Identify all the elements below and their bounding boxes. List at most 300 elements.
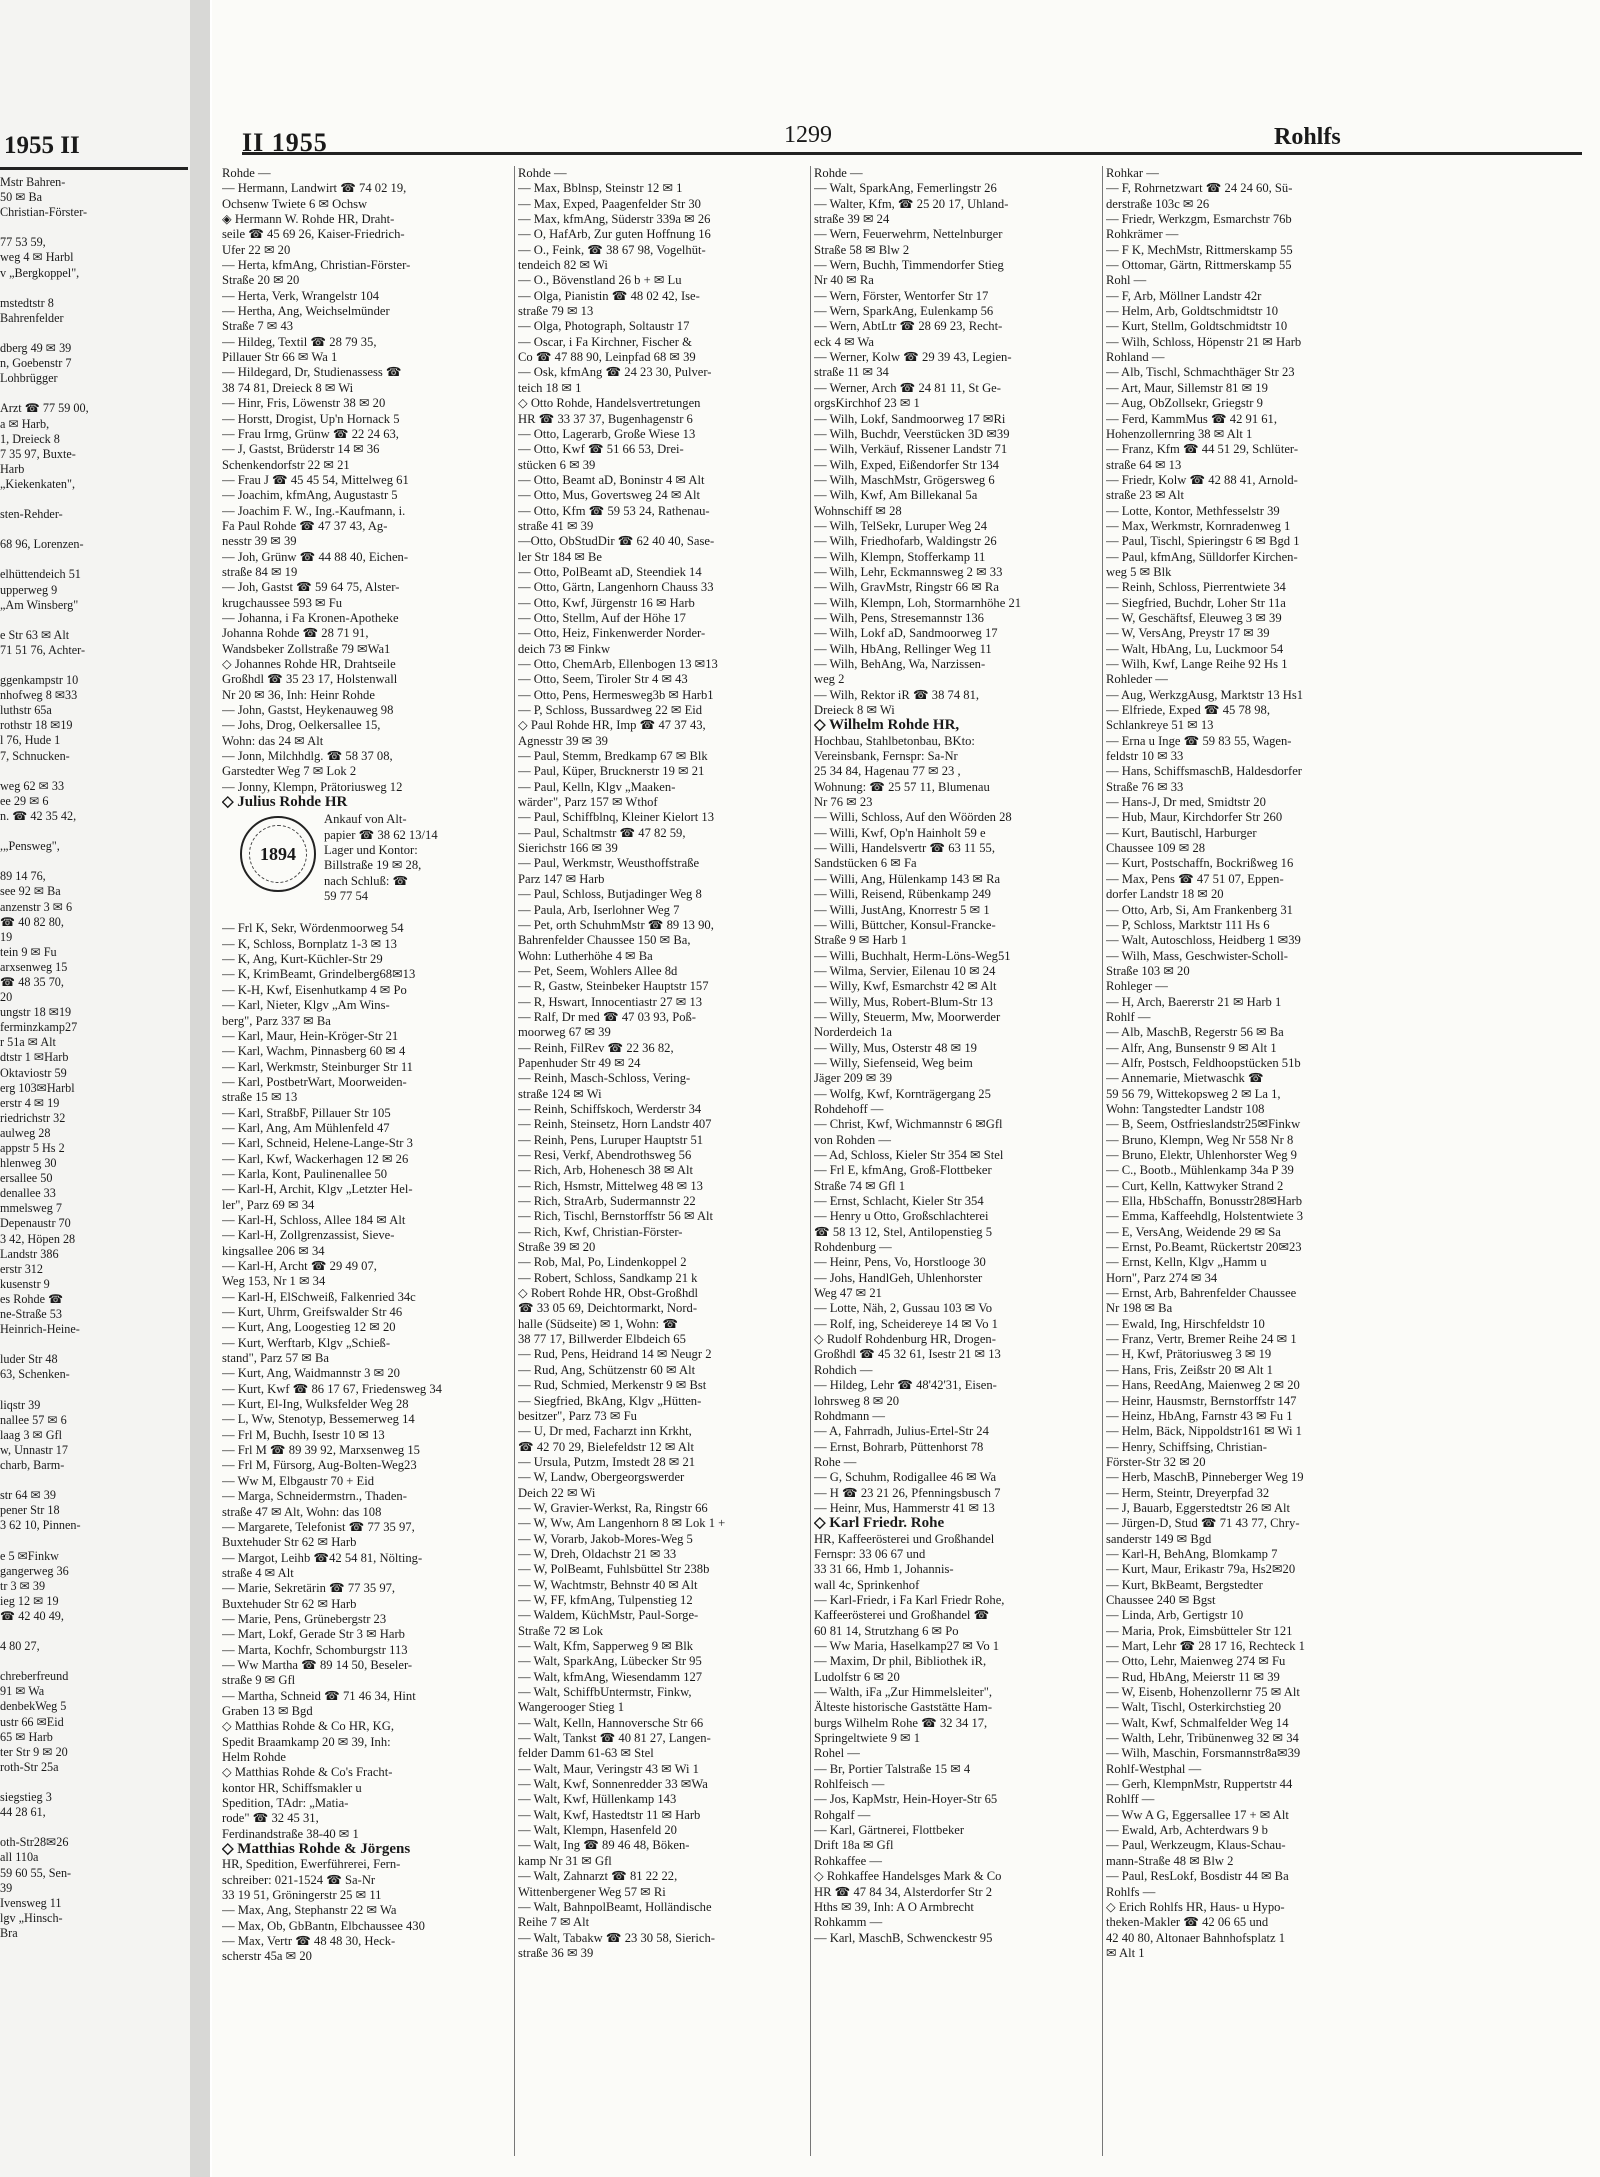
- directory-entry-line: — Werner, Arch ☎ 24 81 11, St Ge-: [814, 380, 1001, 395]
- previous-page-line: hlenweg 30: [0, 1156, 57, 1171]
- previous-page-line: oth-Str28✉26: [0, 1835, 69, 1850]
- directory-entry-line: — K-H, Kwf, Eisenhutkamp 4 ✉ Po: [222, 982, 407, 997]
- directory-entry-line: — Marie, Pens, Grünebergstr 23: [222, 1611, 387, 1626]
- directory-entry-line: — Rich, Hsmstr, Mittelweg 48 ✉ 13: [518, 1178, 703, 1193]
- previous-page-line: Landstr 386: [0, 1246, 59, 1261]
- directory-entry-line: — Jürgen-D, Stud ☎ 71 43 77, Chry-: [1106, 1516, 1300, 1531]
- directory-entry-line: — Lotte, Kontor, Methfesselstr 39: [1106, 503, 1280, 518]
- directory-entry-line: — Paul, Stemm, Bredkamp 67 ✉ Blk: [518, 749, 708, 764]
- previous-page-line: Oktaviostr 59: [0, 1065, 67, 1080]
- previous-page-line: ieg 12 ✉ 19: [0, 1593, 59, 1608]
- directory-entry-line: — Franz, Vertr, Bremer Reihe 24 ✉ 1: [1106, 1332, 1297, 1347]
- directory-page: [212, 0, 1600, 2177]
- directory-entry-line: — Karl, MaschB, Schwenckestr 95: [814, 1930, 993, 1945]
- directory-entry-line: — Karl-Friedr, i Fa Karl Friedr Rohe,: [814, 1592, 1005, 1607]
- directory-entry-line: — Willi, Handelsvertr ☎ 63 11 55,: [814, 841, 995, 856]
- surname-heading: Rohkamm —: [814, 1915, 883, 1930]
- directory-entry-line: — Otto, Heiz, Finkenwerder Norder-: [518, 626, 706, 641]
- directory-entry-line: — W, PolBeamt, Fuhlsbüttel Str 238b: [518, 1562, 710, 1577]
- directory-entry-line: straße 4 ✉ Alt: [222, 1565, 294, 1580]
- directory-entry-line: 60 81 14, Strutzhang 6 ✉ Po: [814, 1623, 959, 1638]
- previous-page-line: Arzt ☎ 77 59 00,: [0, 401, 89, 416]
- column-divider: [810, 166, 811, 2156]
- directory-entry-line: — John, Gastst, Heykenauweg 98: [222, 703, 394, 718]
- directory-entry-line: Straße 103 ✉ 20: [1106, 963, 1190, 978]
- surname-heading: Rohde —: [814, 166, 863, 180]
- previous-page-line: [0, 1820, 186, 1835]
- surname-heading: Rohel —: [814, 1746, 860, 1761]
- directory-entry-line: — Gerh, KlempnMstr, Ruppertstr 44: [1106, 1777, 1293, 1792]
- directory-entry-line: — L, Ww, Stenotyp, Bessemerweg 14: [222, 1412, 415, 1427]
- directory-entry-line: ler Str 184 ✉ Be: [518, 549, 603, 564]
- directory-entry-line: — Ernst, Bohrarb, Püttenhorst 78: [814, 1439, 984, 1454]
- previous-page-line: Heinrich-Heine-: [0, 1322, 80, 1337]
- directory-entry-line: — Otto, Kwf, Jürgenstr 16 ✉ Harb: [518, 595, 695, 610]
- directory-entry-line: Straße 76 ✉ 33: [1106, 779, 1184, 794]
- previous-page-line: aulweg 28: [0, 1125, 51, 1140]
- directory-entry-line: — Olga, Photograph, Soltaustr 17: [518, 319, 690, 334]
- directory-entry-line: — Wilh, Exped, Eißendorfer Str 134: [814, 457, 999, 472]
- previous-page-line: 1, Dreieck 8: [0, 431, 60, 446]
- directory-entry-line: — Alfr, Postsch, Feldhoopstücken 51b: [1106, 1055, 1301, 1070]
- directory-entry-line: — Otto, Beamt aD, Boninstr 4 ✉ Alt: [518, 472, 705, 487]
- directory-entry-line: Buxtehuder Str 62 ✉ Harb: [222, 1535, 357, 1550]
- directory-entry-line: sanderstr 149 ✉ Bgd: [1106, 1531, 1212, 1546]
- directory-entry-line: Großhdl ☎ 45 32 61, Isestr 21 ✉ 13: [814, 1347, 1001, 1362]
- directory-entry-line: — Frl K, Sekr, Wördenmoorweg 54: [222, 921, 404, 936]
- directory-entry-line: — Karl, Schneid, Helene-Lange-Str 3: [222, 1136, 413, 1151]
- directory-entry-line: felder Damm 61-63 ✉ Stel: [518, 1746, 654, 1761]
- directory-entry-line: — Wern, Buchh, Timmendorfer Stieg: [814, 258, 1004, 273]
- directory-entry-line: — H ☎ 23 21 26, Pfenningsbusch 7: [814, 1485, 1001, 1500]
- directory-column-2: [518, 166, 808, 2156]
- directory-entry-line: — W, Wachtmstr, Behnstr 40 ✉ Alt: [518, 1577, 698, 1592]
- directory-entry-line: — Lotte, Näh, 2, Gussau 103 ✉ Vo: [814, 1301, 992, 1316]
- directory-entry-line: — Aug, WerkzgAusg, Marktstr 13 Hs1: [1106, 687, 1304, 702]
- directory-entry-line: — Kurt, Bautischl, Harburger: [1106, 825, 1257, 840]
- previous-page-line: ungstr 18 ✉19: [0, 1005, 72, 1020]
- directory-entry-line: — B, Seem, Ostfrieslandstr25✉Finkw: [1106, 1117, 1301, 1132]
- directory-entry-line: 38 77 17, Billwerder Elbdeich 65: [518, 1332, 686, 1347]
- page-number: 1299: [784, 122, 832, 148]
- directory-entry-line: — Kurt, Ang, Loogestieg 12 ✉ 20: [222, 1320, 396, 1335]
- directory-entry-line: — Wilh, TelSekr, Luruper Weg 24: [814, 518, 988, 533]
- directory-entry-line: Fa Paul Rohde ☎ 47 37 43, Ag-: [222, 518, 388, 533]
- directory-entry-line: weg 5 ✉ Blk: [1106, 564, 1172, 579]
- previous-page-line: weg 62 ✉ 33: [0, 778, 65, 793]
- previous-page-line: [0, 613, 186, 628]
- directory-entry-line: — Walter, Kfm, ☎ 25 20 17, Uhland-: [814, 196, 1009, 211]
- directory-entry-line: — Walt, kfmAng, Wiesendamm 127: [518, 1669, 703, 1684]
- directory-entry-line: deich 73 ✉ Finkw: [518, 641, 611, 656]
- directory-entry-line: — Annemarie, Mietwaschk ☎: [1106, 1071, 1264, 1086]
- directory-entry-line: Weg 153, Nr 1 ✉ 34: [222, 1274, 326, 1289]
- previous-page-line: v „Bergkoppel",: [0, 265, 80, 280]
- directory-entry-line: Drift 18a ✉ Gfl: [814, 1838, 894, 1853]
- directory-entry-line: straße 15 ✉ 13: [222, 1090, 298, 1105]
- directory-entry-line: — Walt, SchiffbUntermstr, Finkw,: [518, 1685, 692, 1700]
- previous-page-line: dberg 49 ✉ 39: [0, 341, 72, 356]
- directory-entry-line: — Kurt, Maur, Erikastr 79a, Hs2✉20: [1106, 1562, 1296, 1577]
- previous-page-line: nhofweg 8 ✉33: [0, 688, 78, 703]
- directory-entry-line: — Friedr, Kolw ☎ 42 88 41, Arnold-: [1106, 472, 1298, 487]
- directory-entry-line: — Frau J ☎ 45 45 54, Mittelweg 61: [222, 472, 409, 487]
- previous-page-line: e 5 ✉Finkw: [0, 1548, 59, 1563]
- previous-page-line: ferminzkamp27: [0, 1020, 78, 1035]
- directory-entry-line: — Karl, Nieter, Klgv „Am Wins-: [222, 998, 390, 1013]
- directory-entry-line: — Paul, kfmAng, Sülldorfer Kirchen-: [1106, 549, 1298, 564]
- directory-entry-line: Helm Rohde: [222, 1750, 287, 1764]
- directory-entry-line: — Rob, Mal, Po, Lindenkoppel 2: [518, 1255, 687, 1270]
- directory-entry-line: Dreieck 8 ✉ Wi: [814, 703, 895, 718]
- directory-entry-line: — Otto, Stellm, Auf der Höhe 17: [518, 610, 686, 625]
- previous-page-line: Lohbrügger: [0, 371, 58, 386]
- directory-entry-line: — Emma, Kaffeehdlg, Holstentwiete 3: [1106, 1209, 1304, 1224]
- directory-entry-line: Hths ✉ 39, Inh: A O Armbrecht: [814, 1899, 974, 1914]
- directory-entry-line: — Walt, SparkAng, Femerlingstr 26: [814, 181, 997, 196]
- directory-entry-line: — Willy, Mus, Osterstr 48 ✉ 19: [814, 1040, 977, 1055]
- previous-page-line: [0, 326, 186, 341]
- previous-page-line: es Rohde ☎: [0, 1291, 64, 1306]
- directory-entry-line: Wohn: Tangstedter Landstr 108: [1106, 1101, 1265, 1116]
- column-divider: [514, 166, 515, 2156]
- directory-entry-line: — Mart, Lehr ☎ 28 17 16, Rechteck 1: [1106, 1639, 1305, 1653]
- directory-entry-line: — Otto, Kfm ☎ 59 53 24, Rathenau-: [518, 503, 710, 518]
- previous-page-line: Bahrenfelder: [0, 310, 64, 325]
- directory-entry-line: — Margot, Leihb ☎42 54 81, Nölting-: [222, 1550, 423, 1565]
- directory-entry-line: — Max, Werkmstr, Kornradenweg 1: [1106, 518, 1291, 533]
- directory-entry-line: — Frau Irmg, Grünw ☎ 22 24 63,: [222, 426, 399, 441]
- page-header-left: II 1955: [242, 128, 328, 157]
- directory-entry-line: straße 79 ✉ 13: [518, 304, 594, 319]
- directory-entry-line: theken-Makler ☎ 42 06 65 und: [1106, 1915, 1269, 1930]
- previous-page-line: ☎ 40 82 80,: [0, 914, 64, 929]
- directory-entry-line: Chaussee 240 ✉ Bgst: [1106, 1592, 1216, 1607]
- directory-entry-line: ◇ Robert Rohde HR, Obst-Großhdl: [518, 1286, 699, 1301]
- directory-entry-line: — Pet, orth SchuhmMstr ☎ 89 13 90,: [518, 917, 714, 932]
- previous-page-line: [0, 1624, 186, 1639]
- directory-entry-line: Straße 9 ✉ Harb 1: [814, 933, 908, 948]
- directory-entry-line: straße 47 ✉ Alt, Wohn: das 108: [222, 1504, 382, 1519]
- directory-entry-line: — Curt, Kelln, Kattwyker Strand 2: [1106, 1178, 1284, 1193]
- previous-page-line: n. ☎ 42 35 42,: [0, 808, 77, 823]
- directory-entry-line: Weg 47 ✉ 21: [814, 1286, 882, 1301]
- directory-entry-line: — Maxim, Dr phil, Bibliothek iR,: [814, 1654, 987, 1669]
- previous-page-line: tr 3 ✉ 39: [0, 1578, 46, 1593]
- directory-column-4: [1106, 166, 1406, 2156]
- directory-entry-line: — R, Hswart, Innocentiastr 27 ✉ 13: [518, 994, 703, 1009]
- surname-heading: Rohde —: [518, 166, 567, 180]
- previous-page-fragment: [0, 0, 190, 2177]
- previous-page-header: 1955 II: [4, 132, 80, 159]
- surname-heading: Rohlf-Westphal —: [1106, 1761, 1202, 1776]
- directory-entry-line: — Max, Ob, GbBantn, Elbchaussee 430: [222, 1918, 425, 1933]
- directory-entry-line: — Walt, Klempn, Hasenfeld 20: [518, 1823, 677, 1838]
- directory-entry-line: ☎ 58 13 12, Stel, Antilopenstieg 5: [814, 1224, 993, 1239]
- directory-entry-line: straße 11 ✉ 34: [814, 365, 889, 380]
- directory-entry-line: ◇ Rohkaffee Handelsges Mark & Co: [814, 1869, 1002, 1884]
- directory-entry-line: — Christ, Kwf, Wichmannstr 6 ✉Gfl: [814, 1117, 1003, 1132]
- directory-entry-line: — Johs, HandlGeh, Uhlenhorster: [814, 1270, 983, 1285]
- directory-entry-line: nesstr 39 ✉ 39: [222, 534, 297, 549]
- directory-entry-line: — Osk, kfmAng ☎ 24 23 30, Pulver-: [518, 365, 712, 380]
- directory-entry-line: — Kurt, Werftarb, Klgv „Schieß-: [222, 1335, 391, 1350]
- directory-entry-line: Pillauer Str 66 ✉ Wa 1: [222, 350, 338, 365]
- directory-entry-line: — Wilh, Lokf aD, Sandmoorweg 17: [814, 626, 998, 641]
- directory-entry-line: — Walt, HbAng, Lu, Luckmoor 54: [1106, 641, 1284, 656]
- directory-entry-line: — Walt, Tankst ☎ 40 81 27, Langen-: [518, 1731, 711, 1746]
- directory-entry-line: — Reinh, FilRev ☎ 22 36 82,: [518, 1040, 674, 1055]
- directory-entry-line: — Kurt, BkBeamt, Bergstedter: [1106, 1577, 1263, 1592]
- directory-entry-line: — Reinh, Steinsetz, Horn Landstr 407: [518, 1117, 712, 1132]
- directory-entry-line: Hochbau, Stahlbetonbau, BKto:: [814, 733, 975, 748]
- directory-entry-line: — Ad, Schloss, Kieler Str 354 ✉ Stel: [814, 1148, 1004, 1162]
- directory-entry-line: — Reinh, Pens, Luruper Hauptstr 51: [518, 1132, 704, 1147]
- directory-entry-line: — Aug, ObZollsekr, Griegstr 9: [1106, 396, 1263, 411]
- directory-entry-line: — Willi, Ang, Hülenkamp 143 ✉ Ra: [814, 871, 1001, 886]
- directory-entry-line: ◇ Johannes Rohde HR, Drahtseile: [222, 657, 396, 671]
- previous-page-line: liqstr 39: [0, 1397, 41, 1412]
- directory-entry-line: Schenkendorfstr 22 ✉ 21: [222, 457, 350, 472]
- directory-entry-line: Sierichstr 166 ✉ 39: [518, 841, 618, 856]
- directory-entry-line: ◇ Paul Rohde HR, Imp ☎ 47 37 43,: [518, 718, 706, 733]
- previous-page-line: n, Goebenstr 7: [0, 356, 72, 371]
- directory-entry-line: — Rich, StraArb, Sudermannstr 22: [518, 1194, 696, 1209]
- directory-entry-line: — Wilh, BehAng, Wa, Narzissen-: [814, 657, 986, 671]
- directory-entry-line: ◇ Rudolf Rohdenburg HR, Drogen-: [814, 1332, 996, 1347]
- directory-entry-line: Straße 72 ✉ Lok: [518, 1623, 604, 1638]
- directory-entry-line: — Ww Martha ☎ 89 14 50, Beseler-: [222, 1657, 413, 1672]
- directory-entry-line: — Bruno, Elektr, Uhlenhorster Weg 9: [1106, 1148, 1297, 1162]
- directory-entry-line: wärder", Parz 157 ✉ Wthof: [518, 795, 658, 810]
- directory-entry-line: — Walt, Tabakw ☎ 23 30 58, Sierich-: [518, 1930, 715, 1945]
- previous-page-line: [0, 522, 186, 537]
- directory-entry-line: — Wilh, Kwf, Lange Reihe 92 Hs 1: [1106, 657, 1288, 671]
- previous-page-line: 7 35 97, Buxte-: [0, 446, 76, 461]
- directory-entry-line: — Erna u Inge ☎ 59 83 55, Wagen-: [1106, 733, 1292, 748]
- directory-entry-line: — Reinh, Schiffskoch, Werderstr 34: [518, 1101, 702, 1116]
- directory-entry-line: — Br, Portier Talstraße 15 ✉ 4: [814, 1761, 971, 1776]
- directory-entry-line: — W, Dreh, Oldachstr 21 ✉ 33: [518, 1546, 677, 1561]
- directory-entry-line: — Wilh, Kwf, Am Billekanal 5a: [814, 488, 978, 503]
- directory-entry-line: — Frl M, Fürsorg, Aug-Bolten-Weg23: [222, 1458, 417, 1473]
- directory-entry-line: — Willi, Buchhalt, Herm-Löns-Weg51: [814, 948, 1011, 963]
- directory-entry-line: — Frl M, Buchh, Isestr 10 ✉ 13: [222, 1427, 385, 1442]
- directory-entry-line: ◇ Matthias Rohde & Co's Fracht-: [222, 1765, 393, 1780]
- directory-entry-line: — H, Kwf, Prätoriusweg 3 ✉ 19: [1106, 1347, 1272, 1362]
- directory-entry-line: Chaussee 109 ✉ 28: [1106, 841, 1206, 856]
- firm-heading: ◇ Wilhelm Rohde HR,: [814, 718, 960, 734]
- previous-page-line: [0, 824, 186, 839]
- directory-entry-line: — Wilh, GravMstr, Ringstr 66 ✉ Ra: [814, 580, 999, 595]
- directory-entry-line: — Ernst, Arb, Bahrenfelder Chaussee: [1106, 1286, 1297, 1301]
- directory-entry-line: Straße 74 ✉ Gfl 1: [814, 1178, 905, 1193]
- directory-entry-line: straße 39 ✉ 24: [814, 212, 890, 227]
- directory-entry-line: — Oscar, i Fa Kirchner, Fischer &: [518, 334, 692, 349]
- previous-page-line: [0, 854, 186, 869]
- directory-entry-line: — Kurt, Postschaffn, Bockrißweg 16: [1106, 856, 1294, 871]
- directory-entry-line: — Helm, Arb, Goldtschmidtstr 10: [1106, 304, 1279, 319]
- directory-entry-line: — Kurt, Ang, Waidmannstr 3 ✉ 20: [222, 1366, 400, 1381]
- directory-entry-line: — Helm, Bäck, Nippoldstr161 ✉ Wi 1: [1106, 1424, 1302, 1439]
- directory-entry-line: — Ernst, Kelln, Klgv „Hamm u: [1106, 1255, 1267, 1270]
- directory-entry-line: krugchaussee 593 ✉ Fu: [222, 595, 343, 610]
- directory-entry-line: — Rolf, ing, Scheidereye 14 ✉ Vo 1: [814, 1316, 998, 1331]
- directory-entry-line: — Henry u Otto, Großschlachterei: [814, 1209, 989, 1224]
- directory-entry-line: — Ursula, Putzm, Imstedt 28 ✉ 21: [518, 1454, 696, 1469]
- directory-entry-line: — Wilh, Pens, Stresemannstr 136: [814, 610, 984, 625]
- directory-entry-line: Jäger 209 ✉ 39: [814, 1071, 893, 1086]
- directory-entry-line: — Ella, HbSchaffn, Bonusstr28✉Harb: [1106, 1194, 1303, 1209]
- directory-entry-line: Straße 7 ✉ 43: [222, 319, 294, 334]
- directory-entry-line: HR ☎ 33 37 37, Bugenhagenstr 6: [518, 411, 693, 426]
- surname-heading: Rohleder —: [1106, 672, 1168, 687]
- surname-heading: Rohkar —: [1106, 166, 1159, 180]
- advertisement-line: nach Schluß: ☎: [324, 873, 409, 888]
- directory-entry-line: — Ernst, Schlacht, Kieler Str 354: [814, 1194, 984, 1209]
- previous-page-line: l 76, Hude 1: [0, 733, 61, 748]
- previous-page-line: charb, Barm-: [0, 1457, 65, 1472]
- directory-entry-line: Graben 13 ✉ Bgd: [222, 1703, 313, 1718]
- previous-page-line: ee 29 ✉ 6: [0, 793, 49, 808]
- directory-entry-line: — Rud, HbAng, Meierstr 11 ✉ 39: [1106, 1669, 1280, 1684]
- directory-entry-line: — Willy, Siefenseid, Weg beim: [814, 1055, 973, 1070]
- directory-entry-line: — Hans-J, Dr med, Smidtstr 20: [1106, 795, 1266, 810]
- directory-entry-line: Bahrenfelder Chaussee 150 ✉ Ba,: [518, 933, 691, 948]
- directory-entry-line: schreiber: 021-1524 ☎ Sa-Nr: [222, 1872, 376, 1887]
- surname-heading: Rohkaffee —: [814, 1853, 882, 1868]
- directory-entry-line: Wandsbeker Zollstraße 79 ✉Wa1: [222, 641, 391, 656]
- directory-entry-line: — Max, Ang, Stephanstr 22 ✉ Wa: [222, 1903, 397, 1918]
- directory-entry-line: 25 34 84, Hagenau 77 ✉ 23 ,: [814, 764, 961, 779]
- directory-entry-line: — Paul, Werkzeugm, Klaus-Schau-: [1106, 1838, 1286, 1853]
- previous-page-line: tein 9 ✉ Fu: [0, 944, 57, 959]
- directory-entry-line: — Ernst, Po.Beamt, Rückertstr 20✉23: [1106, 1240, 1302, 1255]
- directory-entry-line: — Walt, Tischl, Osterkirchstieg 20: [1106, 1700, 1282, 1715]
- directory-entry-line: — Ww A G, Eggersallee 17 + ✉ Alt: [1106, 1807, 1289, 1822]
- surname-heading: Rohl —: [1106, 273, 1147, 288]
- directory-entry-line: — Hans, SchiffsmaschB, Haldesdorfer: [1106, 764, 1302, 779]
- directory-entry-line: — Herta, Verk, Wrangelstr 104: [222, 288, 380, 303]
- directory-entry-line: — Otto, Lehr, Maienweg 274 ✉ Fu: [1106, 1654, 1286, 1669]
- directory-entry-line: — Alb, Tischl, Schmachthäger Str 23: [1106, 365, 1295, 380]
- previous-page-line: Ivensweg 11: [0, 1895, 62, 1910]
- directory-entry-line: Ferdinandstraße 38-40 ✉ 1: [222, 1826, 359, 1841]
- directory-entry-line: — Walt, Kwf, Hüllenkamp 143: [518, 1792, 677, 1807]
- directory-entry-line: Nr 76 ✉ 23: [814, 795, 873, 810]
- directory-entry-line: — Reinh, Masch-Schloss, Vering-: [518, 1071, 691, 1086]
- directory-entry-line: — Waldem, KüchMstr, Paul-Sorge-: [518, 1608, 699, 1623]
- directory-entry-line: — Wolfg, Kwf, Kornträgergang 25: [814, 1086, 991, 1101]
- directory-entry-line: — Ferd, KammMus ☎ 42 91 61,: [1106, 411, 1278, 426]
- directory-entry-line: — Johs, Drog, Oelkersallee 15,: [222, 718, 381, 733]
- directory-entry-line: weg 2: [814, 672, 845, 687]
- directory-entry-line: Fernspr: 33 06 67 und: [814, 1546, 926, 1561]
- directory-entry-line: straße 124 ✉ Wi: [518, 1086, 602, 1101]
- directory-entry-line: — K, KrimBeamt, Grindelberg68✉13: [222, 967, 416, 982]
- directory-entry-line: — Jos, KapMstr, Hein-Hoyer-Str 65: [814, 1792, 998, 1807]
- directory-entry-line: — Hermann, Landwirt ☎ 74 02 19,: [222, 181, 407, 196]
- directory-entry-line: straße 9 ✉ Gfl: [222, 1673, 296, 1688]
- directory-entry-line: Wohnung: ☎ 25 57 11, Blumenau: [814, 779, 990, 794]
- directory-entry-line: Springeltwiete 9 ✉ 1: [814, 1731, 921, 1746]
- directory-entry-line: ◈ Hermann W. Rohde HR, Draht-: [222, 212, 395, 227]
- directory-entry-line: — Rud, Pens, Heidrand 14 ✉ Neugr 2: [518, 1347, 712, 1362]
- directory-entry-line: — Walt, Kwf, Sonnenredder 33 ✉Wa: [518, 1777, 708, 1792]
- previous-page-line: ggenkampstr 10: [0, 673, 79, 688]
- previous-page-line: [0, 1654, 186, 1669]
- previous-page-line: [0, 386, 186, 401]
- previous-page-line: e Str 63 ✉ Alt: [0, 627, 70, 642]
- previous-page-line: r 51a ✉ Alt: [0, 1035, 56, 1050]
- directory-entry-line: — Wilh, Klempn, Loh, Stormarnhöhe 21: [814, 595, 1022, 610]
- advertisement-line: Ankauf von Alt-: [324, 812, 407, 827]
- directory-entry-line: 33 19 51, Gröningerstr 25 ✉ 11: [222, 1888, 382, 1903]
- directory-entry-line: — Hans, Fris, Zeißstr 20 ✉ Alt 1: [1106, 1362, 1273, 1377]
- previous-page-line: 89 14 76,: [0, 869, 46, 884]
- previous-page-line: [0, 552, 186, 567]
- directory-entry-line: Schlankreye 51 ✉ 13: [1106, 718, 1214, 733]
- directory-entry-line: Wohn: Lutherhöhe 4 ✉ Ba: [518, 948, 653, 963]
- directory-entry-line: — Johanna, i Fa Kronen-Apotheke: [222, 610, 399, 625]
- previous-page-line: luder Str 48: [0, 1352, 58, 1367]
- directory-entry-line: — Walt, Kwf, Schmalfelder Weg 14: [1106, 1715, 1289, 1730]
- directory-entry-line: — Max, Vertr ☎ 48 48 30, Heck-: [222, 1934, 396, 1949]
- surname-heading: Rohdich —: [814, 1362, 873, 1377]
- directory-entry-line: Garstedter Weg 7 ✉ Lok 2: [222, 764, 357, 779]
- previous-page-line: [0, 1337, 186, 1352]
- directory-entry-line: Wangerooger Stieg 1: [518, 1700, 625, 1715]
- directory-entry-line: teich 18 ✉ 1: [518, 380, 582, 395]
- previous-page-line: ☎ 48 35 70,: [0, 974, 64, 989]
- directory-entry-line: — Walt, Zahnarzt ☎ 81 22 22,: [518, 1869, 678, 1884]
- directory-entry-line: — Willy, Mus, Robert-Blum-Str 13: [814, 994, 993, 1009]
- directory-entry-line: — Jonny, Klempn, Prätoriusweg 12: [222, 779, 403, 794]
- directory-entry-line: Buxtehuder Str 62 ✉ Harb: [222, 1596, 357, 1611]
- directory-entry-line: — Herb, MaschB, Pinneberger Weg 19: [1106, 1470, 1304, 1485]
- directory-entry-line: — Bruno, Klempn, Weg Nr 558 Nr 8: [1106, 1132, 1294, 1147]
- directory-entry-line: — Hans, ReedAng, Maienweg 2 ✉ 20: [1106, 1378, 1300, 1393]
- directory-entry-line: Reihe 7 ✉ Alt: [518, 1915, 590, 1930]
- directory-entry-line: Nr 40 ✉ Ra: [814, 273, 874, 288]
- directory-entry-line: — Alfr, Ang, Bunsenstr 9 ✉ Alt 1: [1106, 1040, 1277, 1055]
- directory-entry-line: Wohn: das 24 ✉ Alt: [222, 733, 324, 748]
- directory-entry-line: 38 74 81, Dreieck 8 ✉ Wi: [222, 380, 354, 395]
- directory-entry-line: — Wilma, Servier, Eilenau 10 ✉ 24: [814, 963, 996, 978]
- directory-entry-line: — Wilh, Verkäuf, Rissener Landstr 71: [814, 442, 1008, 457]
- directory-entry-line: — Hildeg, Lehr ☎ 48'42'31, Eisen-: [814, 1378, 997, 1393]
- previous-page-line: 68 96, Lorenzen-: [0, 537, 84, 552]
- directory-entry-line: ler", Parz 69 ✉ 34: [222, 1197, 315, 1212]
- directory-entry-line: — P, Schloss, Bussardweg 22 ✉ Eid: [518, 703, 703, 718]
- previous-page-line: mmelsweg 7: [0, 1201, 62, 1216]
- directory-entry-line: — Wern, SparkAng, Eulenkamp 56: [814, 304, 994, 319]
- directory-entry-line: — Wilh, Mass, Geschwister-Scholl-: [1106, 948, 1288, 963]
- surname-heading: Rohgalf —: [814, 1807, 871, 1822]
- previous-page-line: lgv „Hinsch-: [0, 1910, 63, 1925]
- previous-page-line: [0, 281, 186, 296]
- surname-heading: Rohlfs —: [1106, 1884, 1156, 1899]
- directory-entry-line: Co ☎ 47 88 90, Leinpfad 68 ✉ 39: [518, 350, 696, 365]
- directory-entry-line: — K, Ang, Kurt-Küchler-Str 29: [222, 952, 383, 967]
- surname-heading: Rohde —: [222, 166, 271, 180]
- previous-page-line: riedrichstr 32: [0, 1110, 66, 1125]
- directory-entry-line: — Joachim F. W., Ing.-Kaufmann, i.: [222, 503, 406, 518]
- directory-entry-line: — Rud, Ang, Schützenstr 60 ✉ Alt: [518, 1362, 696, 1377]
- directory-entry-line: — Karl-H, Archt ☎ 29 49 07,: [222, 1259, 377, 1273]
- directory-entry-line: — O., Bövenstland 26 b + ✉ Lu: [518, 273, 682, 288]
- directory-entry-line: — Wilh, Schloss, Höpenstr 21 ✉ Harb: [1106, 334, 1302, 349]
